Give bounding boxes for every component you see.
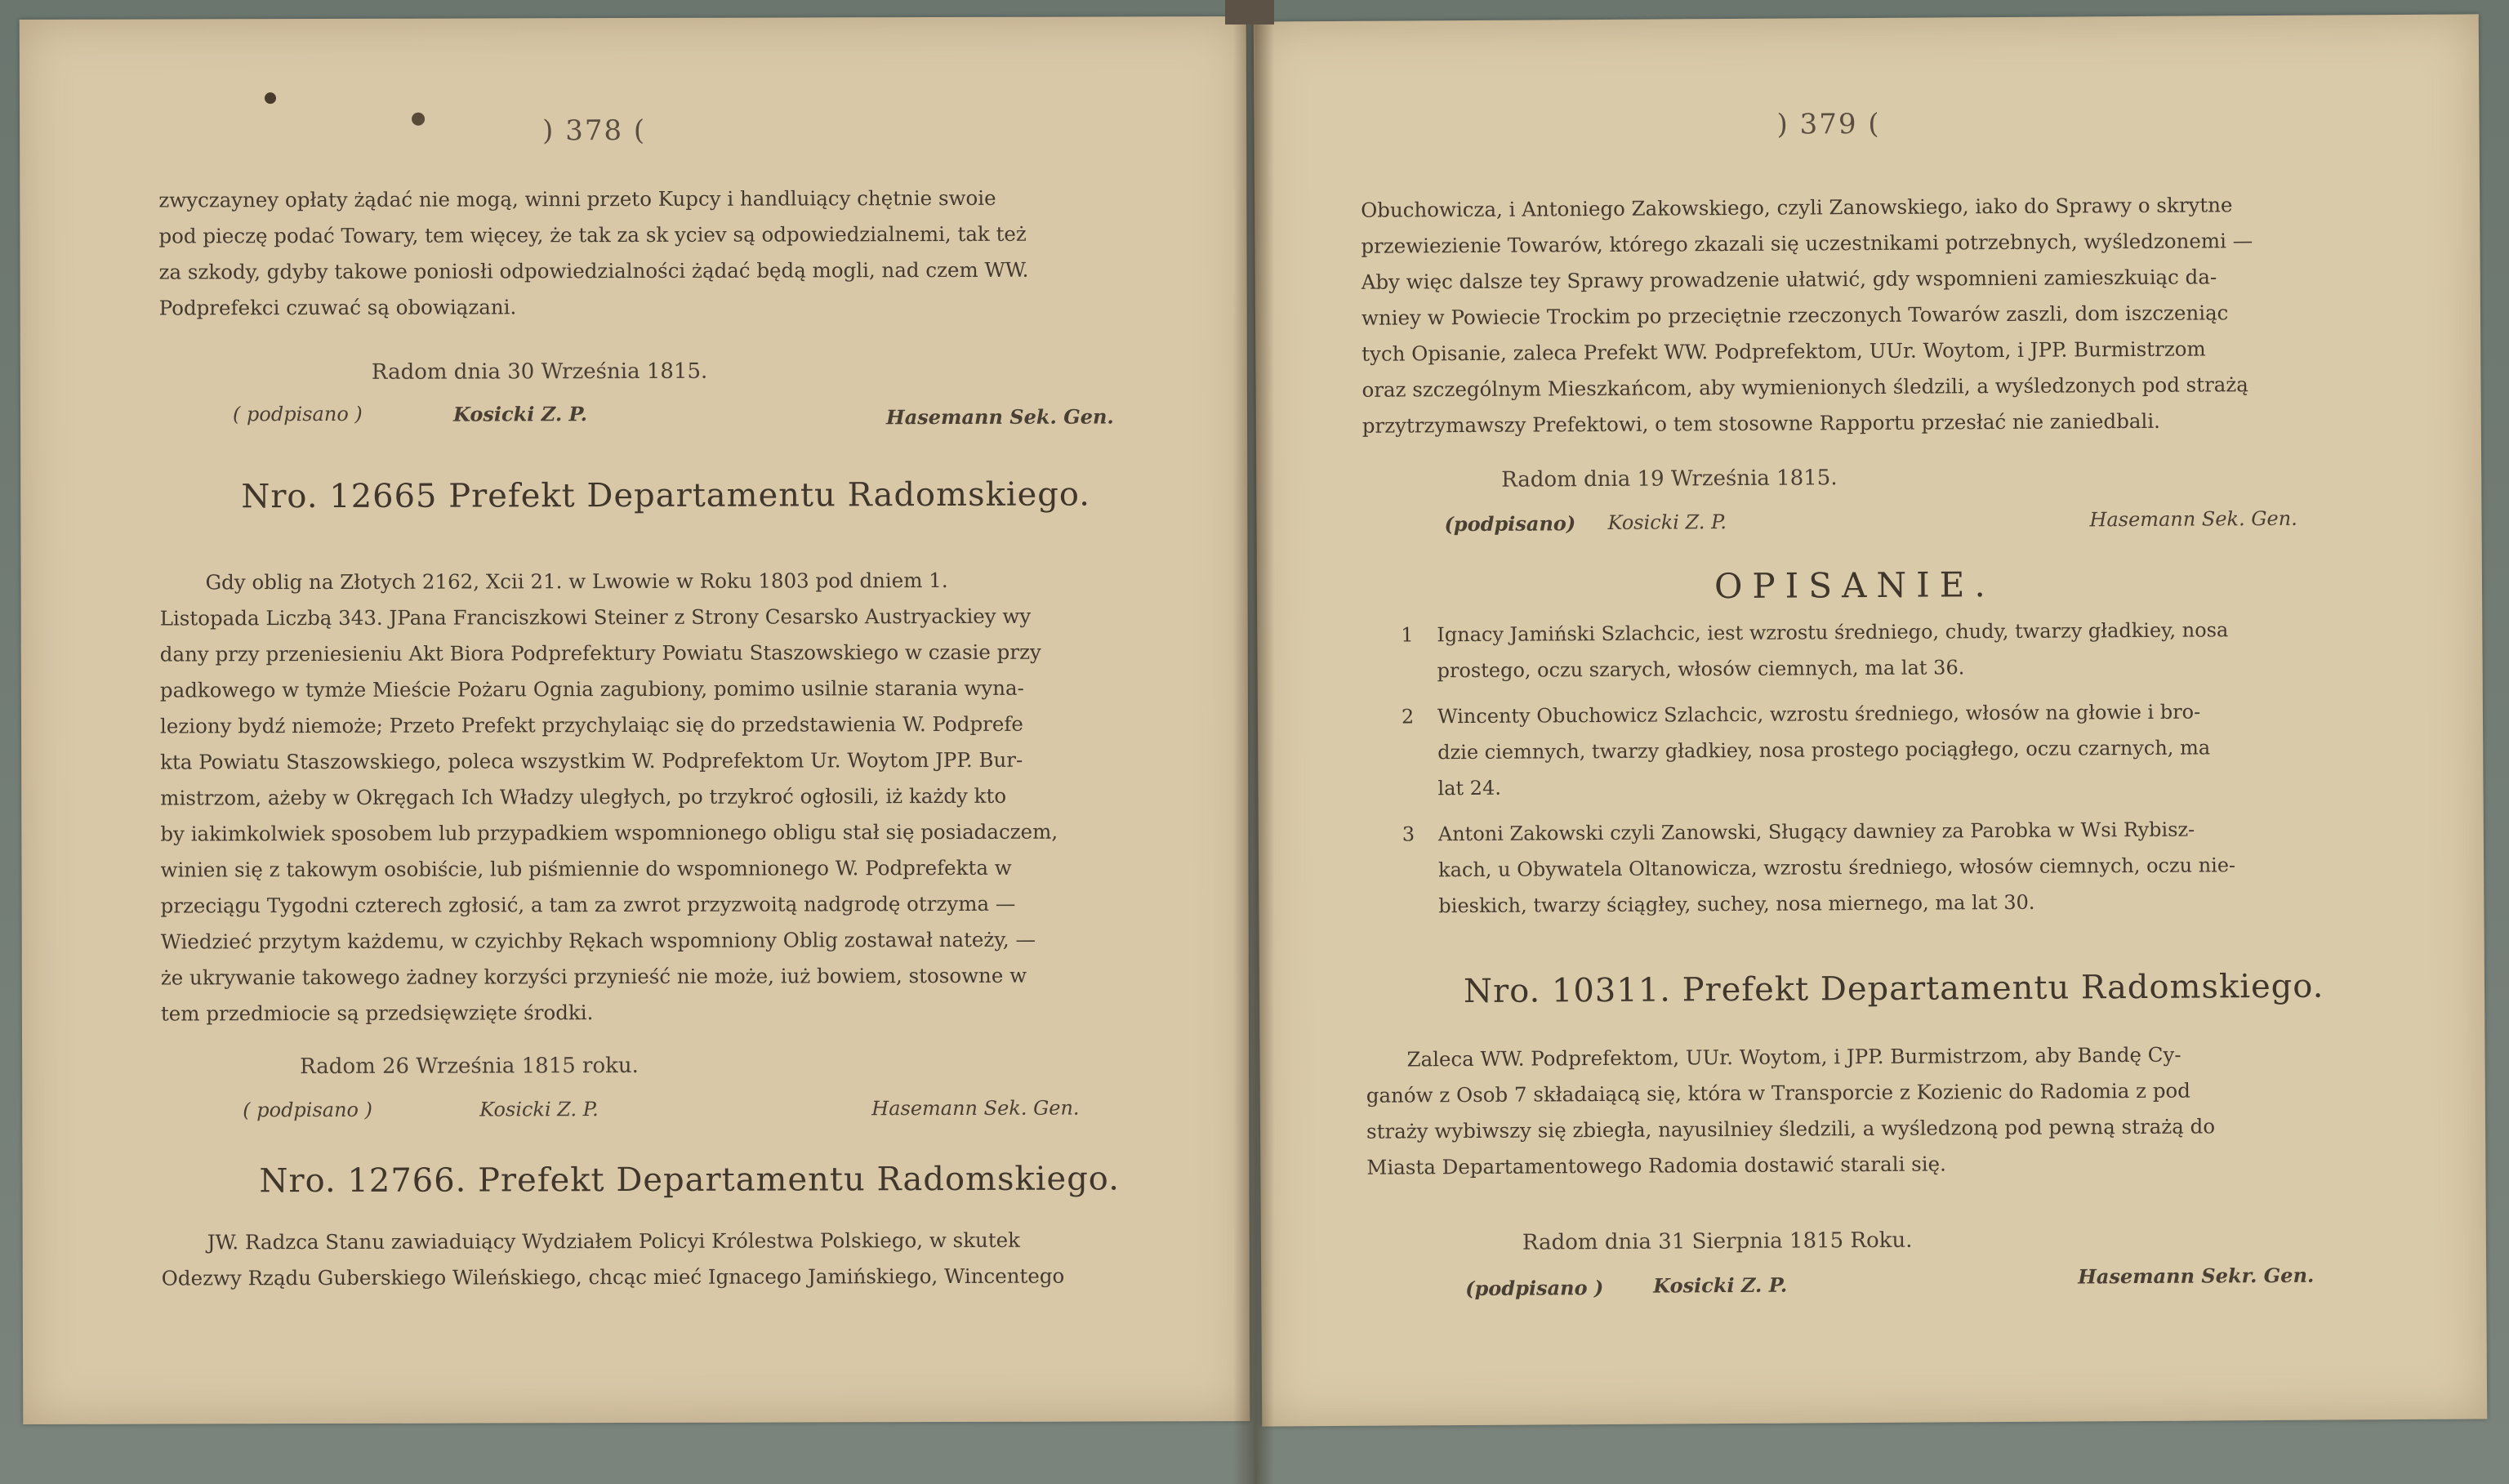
page-folio: ) 378 ( xyxy=(542,114,647,148)
body-paragraph xyxy=(1366,1036,2412,1186)
text-line: straży wybiwszy się zbiegła, nayusilniey śledzili, a wyśledzoną pod pewną strażą do xyxy=(1366,1114,2216,1143)
date-line: Radom dnia 30 Września 1815. xyxy=(371,359,708,385)
binding-stitch xyxy=(1225,0,1274,25)
text-line: dzie ciemnych, twarzy gładkiey, nosa prostego pociągłego, oczu czarnych, ma xyxy=(1437,736,2211,764)
item-number: 1 xyxy=(1401,623,1414,647)
text-line: wniey w Powiecie Trockim po przeciętnie rzeczonych Towarów zaszli, dom iszczeniąc xyxy=(1361,301,2229,330)
text-line: by iakimkolwiek sposobem lub przypadkiem wspomnionego obligu stał się posiadaczem, xyxy=(160,819,1058,846)
description-item xyxy=(1401,611,2401,689)
date-line: Radom 26 Września 1815 roku. xyxy=(300,1053,639,1080)
text-line: winien się z takowym osobiście, lub piśmiennie do wspomnionego W. Podprefekta w xyxy=(160,855,1012,882)
text-line: Wincenty Obuchowicz Szlachcic, wzrostu średniego, włosów na głowie i bro- xyxy=(1437,700,2201,729)
description-item xyxy=(1402,810,2403,924)
text-line: Odezwy Rządu Guberskiego Wileńskiego, chcąc mieć Ignacego Jamińskiego, Wincentego xyxy=(161,1263,1065,1290)
text-line: zwyczayney opłaty żądać nie mogą, winni przeto Kupcy i handluiący chętnie swoie xyxy=(158,185,996,212)
text-line: Gdy oblig na Złotych 2162, Xcii 21. w Lwowie w Roku 1803 pod dniem 1. xyxy=(205,568,948,595)
right-page xyxy=(1254,14,2487,1426)
text-line: padkowego w tymże Mieście Pożaru Ognia zagubiony, pomimo usilnie starania wyna- xyxy=(159,675,1024,702)
description-title: OPISANIE. xyxy=(1714,564,1995,607)
text-line: przeciągu Tygodni czterech zgłosić, a tam za zwrot przyzwoitą nadgrodę otrzyma — xyxy=(160,891,1016,918)
signature-name: Kosicki Z. P. xyxy=(452,402,587,426)
text-line: Aby więc dalsze tey Sprawy prowadzenie ułatwić, gdy wspomnieni zamieszkuiąc da- xyxy=(1361,265,2217,294)
section-heading: Nro. 12665 Prefekt Departamentu Radomskiego. xyxy=(241,475,1091,516)
text-line: kach, u Obywatela Oltanowicza, wzrostu średniego, włosów ciemnych, oczu nie- xyxy=(1438,853,2236,882)
signature-name: Kosicki Z. P. xyxy=(1607,510,1727,534)
item-number: 2 xyxy=(1401,705,1415,729)
page-folio: ) 379 ( xyxy=(1776,107,1881,141)
left-page xyxy=(20,16,1250,1424)
description-item xyxy=(1401,693,2402,806)
text-line: Obuchowicza, i Antoniego Zakowskiego, czyli Zanowskiego, iako do Sprawy o skrytne xyxy=(1361,193,2233,222)
text-line: że ukrywanie takowego żadney korzyści przynieść nie może, iuż bowiem, stosowne w xyxy=(160,963,1027,990)
text-line: oraz szczególnym Mieszkańcom, aby wymienionych śledzili, a wyśledzonych pod strażą xyxy=(1361,372,2248,402)
date-line: Radom dnia 31 Sierpnia 1815 Roku. xyxy=(1522,1228,1913,1255)
signature-secretary: Hasemann Sek. Gen. xyxy=(871,1096,1080,1121)
signature-name: Kosicki Z. P. xyxy=(1653,1272,1788,1298)
text-line: Miasta Departamentowego Radomia dostawić starali się. xyxy=(1366,1152,1946,1179)
signature-name: Kosicki Z. P. xyxy=(479,1098,599,1121)
top-paragraph xyxy=(158,180,1196,326)
body-paragraph xyxy=(159,562,1197,1032)
text-line: Ignacy Jamiński Szlachcic, iest wzrostu średniego, chudy, twarzy gładkiey, nosa xyxy=(1437,618,2229,647)
signature-label: ( podpisano ) xyxy=(243,1098,373,1122)
text-line: przewiezienie Towarów, którego zkazali się uczestnikami potrzebnych, wyśledzonemi — xyxy=(1361,229,2253,258)
text-line: kta Powiatu Staszowskiego, poleca wszystkim W. Podprefektom Ur. Woytom JPP. Bur- xyxy=(160,747,1023,774)
text-line: leziony bydź niemoże; Przeto Prefekt przychylaiąc się do przedstawienia W. Podprefe xyxy=(159,711,1023,738)
signature-secretary: Hasemann Sek. Gen. xyxy=(885,404,1114,430)
text-line: Zaleca WW. Podprefektom, UUr. Woytom, i JPP. Burmistrzom, aby Bandę Cy- xyxy=(1406,1042,2181,1072)
text-line: pod pieczę podać Towary, tem więcey, że tak za sk yciev są odpowiedzialnemi, tak też xyxy=(158,221,1027,248)
text-line: Antoni Zakowski czyli Zanowski, Sługący dawniey za Parobka w Wsi Rybisz- xyxy=(1437,818,2195,846)
signature-secretary: Hasemann Sekr. Gen. xyxy=(2078,1263,2315,1289)
ink-spot xyxy=(412,113,425,126)
signature-secretary: Hasemann Sek. Gen. xyxy=(2089,506,2297,532)
body-paragraph xyxy=(162,1222,1199,1296)
signature-label: (podpisano ) xyxy=(1465,1276,1604,1301)
book-gutter xyxy=(1233,0,1274,1484)
section-heading: Nro. 10311. Prefekt Departamentu Radomskiego. xyxy=(1463,967,2324,1011)
signature-label: ( podpisano ) xyxy=(232,402,363,426)
text-line: za szkody, gdyby takowe poniosłi odpowiedzialności żądać będą mogli, nad czem WW. xyxy=(158,257,1029,284)
text-line: ganów z Osob 7 składaiącą się, która w Transporcie z Kozienic do Radomia z pod xyxy=(1366,1078,2191,1107)
text-line: Podprefekci czuwać są obowiązani. xyxy=(158,295,517,320)
text-line: JW. Radzca Stanu zawiaduiący Wydziałem Policyi Królestwa Polskiego, w skutek xyxy=(207,1228,1021,1254)
text-line: lat 24. xyxy=(1437,776,1502,800)
text-line: prostego, oczu szarych, włosów ciemnych, ma lat 36. xyxy=(1437,656,1965,683)
text-line: Wiedzieć przytym każdemu, w czyichby Rękach wspomniony Oblig zostawał nateży, — xyxy=(160,927,1036,954)
top-paragraph xyxy=(1361,186,2408,444)
ink-spot xyxy=(265,92,276,104)
text-line: mistrzom, ażeby w Okręgach Ich Władzy uległych, po trzykroć ogłosili, iż każdy kto xyxy=(160,783,1007,810)
text-line: tem przedmiocie są przedsięwzięte środki. xyxy=(160,1000,594,1026)
text-line: tych Opisanie, zaleca Prefekt WW. Podprefektom, UUr. Woytom, i JPP. Burmistrzom xyxy=(1361,336,2206,366)
text-line: Listopada Liczbą 343. JPana Franciszkowi Steiner z Strony Cesarsko Austryackiey wy xyxy=(159,604,1032,631)
text-line: przytrzymawszy Prefektowi, o tem stosowne Rapportu przesłać nie zaniedbali. xyxy=(1361,408,2161,438)
date-line: Radom dnia 19 Września 1815. xyxy=(1501,466,1838,492)
text-line: bieskich, twarzy ściągłey, suchey, nosa miernego, ma lat 30. xyxy=(1438,890,2035,918)
item-number: 3 xyxy=(1402,822,1415,846)
section-heading: Nro. 12766. Prefekt Departamentu Radomskiego. xyxy=(259,1160,1120,1201)
text-line: dany przy przeniesieniu Akt Biora Podprefektury Powiatu Staszowskiego w czasie przy xyxy=(159,640,1041,666)
signature-label: (podpisano) xyxy=(1444,511,1576,537)
